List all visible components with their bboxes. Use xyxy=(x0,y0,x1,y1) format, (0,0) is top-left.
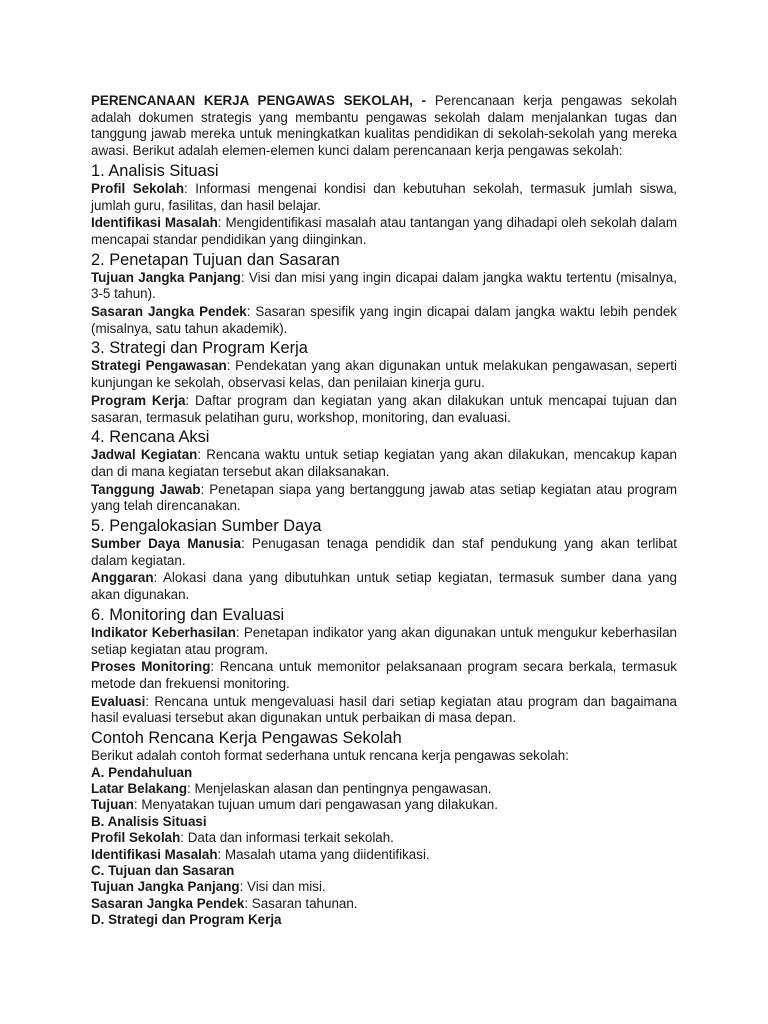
section-strategi-program xyxy=(91,338,677,426)
intro-paragraph xyxy=(91,93,677,160)
section-item xyxy=(91,482,677,515)
item-term: Latar Belakang xyxy=(91,780,188,796)
example-intro: Berikut adalah contoh format sederhana untuk rencana kerja pengawas sekolah: xyxy=(91,748,569,764)
section-heading: 5. Pengalokasian Sumber Daya xyxy=(91,517,322,536)
section-item xyxy=(91,358,677,391)
item-term: Sasaran Jangka Pendek xyxy=(91,304,247,320)
item-desc: : Sasaran tahunan. xyxy=(244,895,358,911)
section-item xyxy=(91,536,677,569)
item-term: Evaluasi xyxy=(91,693,146,709)
example-part-title: D. Strategi dan Program Kerja xyxy=(91,912,282,928)
item-term: Sasaran Jangka Pendek xyxy=(91,895,245,911)
intro-text: Perencanaan kerja pengawas sekolah adalah dokumen strategis yang membantu pengawas sekolah dalam menjalankan tugas dan tanggung jawab mereka untuk meningkatkan kualitas pendidikan di sekolah-sekolah yang mereka awasi. Berikut adalah elemen-elemen kunci dalam perencanaan kerja pengawas sekolah: xyxy=(91,93,677,159)
item-term: Jadwal Kegiatan xyxy=(91,447,198,463)
example-item xyxy=(91,847,677,863)
item-term: Identifikasi Masalah xyxy=(91,846,218,862)
item-desc: : Pendekatan yang akan digunakan untuk melakukan pengawasan, seperti kunjungan ke sekolah, observasi kelas, dan penilaian kinerja guru. xyxy=(91,358,677,391)
item-desc: : Informasi mengenai kondisi dan kebutuhan sekolah, termasuk jumlah siswa, jumlah guru, fasilitas, dan hasil belajar. xyxy=(91,180,677,213)
item-desc: : Menyatakan tujuan umum dari pengawasan yang dilakukan. xyxy=(133,797,498,813)
item-term: Tujuan Jangka Panjang xyxy=(91,269,241,285)
example-item xyxy=(91,797,677,813)
section-item xyxy=(91,393,677,426)
item-term: Indikator Keberhasilan xyxy=(91,624,236,640)
item-term: Identifikasi Masalah xyxy=(91,215,218,231)
section-item xyxy=(91,215,677,248)
item-term: Profil Sekolah xyxy=(91,180,185,196)
section-item xyxy=(91,570,677,603)
intro-title: PERENCANAAN KERJA PENGAWAS SEKOLAH, - xyxy=(91,93,435,108)
section-heading: 2. Penetapan Tujuan dan Sasaran xyxy=(91,250,340,269)
item-desc: : Data dan informasi terkait sekolah. xyxy=(180,830,394,846)
example-part-title: A. Pendahuluan xyxy=(91,764,193,780)
section-heading: 4. Rencana Aksi xyxy=(91,428,210,447)
example-item xyxy=(91,896,677,912)
section-penetapan-tujuan xyxy=(91,250,677,338)
item-desc: : Alokasi dana yang dibutuhkan untuk setiap kegiatan, termasuk sumber dana yang akan digunakan. xyxy=(91,570,677,603)
item-desc: : Rencana untuk mengevaluasi hasil dari setiap kegiatan atau program dan bagaimana hasil evaluasi tersebut akan digunakan untuk perbaikan di masa depan. xyxy=(91,693,677,726)
item-desc: : Masalah utama yang diidentifikasi. xyxy=(217,846,430,862)
item-desc: : Daftar program dan kegiatan yang akan dilakukan untuk mencapai tujuan dan sasaran, termasuk pelatihan guru, workshop, monitoring, dan evaluasi. xyxy=(91,392,677,425)
item-term: Profil Sekolah xyxy=(91,830,181,846)
item-desc: : Penugasan tenaga pendidik dan staf pendukung yang akan terlibat dalam kegiatan. xyxy=(91,536,677,568)
item-desc: : Mengidentifikasi masalah atau tantangan yang dihadapi oleh sekolah dalam mencapai standar pendidikan yang diinginkan. xyxy=(91,215,677,247)
item-term: Proses Monitoring xyxy=(91,659,211,675)
document-body xyxy=(91,93,677,929)
section-rencana-aksi xyxy=(91,427,677,515)
item-term: Tujuan xyxy=(91,797,134,813)
item-desc: : Menjelaskan alasan dan pentingnya pengawasan. xyxy=(187,780,492,796)
section-monitoring-evaluasi xyxy=(91,605,677,727)
section-item xyxy=(91,659,677,692)
item-desc: : Penetapan siapa yang bertanggung jawab atas setiap kegiatan atau program yang telah direncanakan. xyxy=(91,481,677,514)
section-item xyxy=(91,270,677,303)
example-part-title: B. Analisis Situasi xyxy=(91,813,207,829)
example-part-title: C. Tujuan dan Sasaran xyxy=(91,862,235,878)
section-item xyxy=(91,447,677,480)
section-heading: 3. Strategi dan Program Kerja xyxy=(91,339,308,358)
item-desc: : Visi dan misi yang ingin dicapai dalam jangka waktu tertentu (misalnya, 3-5 tahun). xyxy=(91,269,677,302)
section-heading: 6. Monitoring dan Evaluasi xyxy=(91,605,285,624)
item-desc: : Rencana waktu untuk setiap kegiatan yang akan dilakukan, mencakup kapan dan di mana kegiatan tersebut akan dilaksanakan. xyxy=(91,447,677,479)
section-item xyxy=(91,625,677,658)
item-desc: : Sasaran spesifik yang ingin dicapai dalam jangka waktu lebih pendek (misalnya, satu tahun akademik). xyxy=(91,304,677,336)
section-contoh-rencana xyxy=(91,728,677,928)
section-item xyxy=(91,694,677,727)
section-analisis-situasi xyxy=(91,161,677,249)
section-item xyxy=(91,304,677,337)
section-item xyxy=(91,181,677,214)
example-item xyxy=(91,830,677,846)
example-item xyxy=(91,781,677,797)
item-term: Program Kerja xyxy=(91,392,186,408)
example-heading: Contoh Rencana Kerja Pengawas Sekolah xyxy=(91,729,402,748)
item-term: Strategi Pengawasan xyxy=(91,358,227,374)
section-heading: 1. Analisis Situasi xyxy=(91,161,219,180)
item-desc: : Rencana untuk memonitor pelaksanaan program secara berkala, termasuk metode dan frekuensi monitoring. xyxy=(91,659,677,691)
item-desc: : Visi dan misi. xyxy=(239,879,326,895)
item-term: Tanggung Jawab xyxy=(91,481,201,497)
item-term: Sumber Daya Manusia xyxy=(91,536,241,552)
item-term: Tujuan Jangka Panjang xyxy=(91,879,240,895)
item-desc: : Penetapan indikator yang akan digunakan untuk mengukur keberhasilan setiap kegiatan atau program. xyxy=(91,624,677,657)
example-item xyxy=(91,879,677,895)
item-term: Anggaran xyxy=(91,570,154,586)
section-sumber-daya xyxy=(91,516,677,604)
